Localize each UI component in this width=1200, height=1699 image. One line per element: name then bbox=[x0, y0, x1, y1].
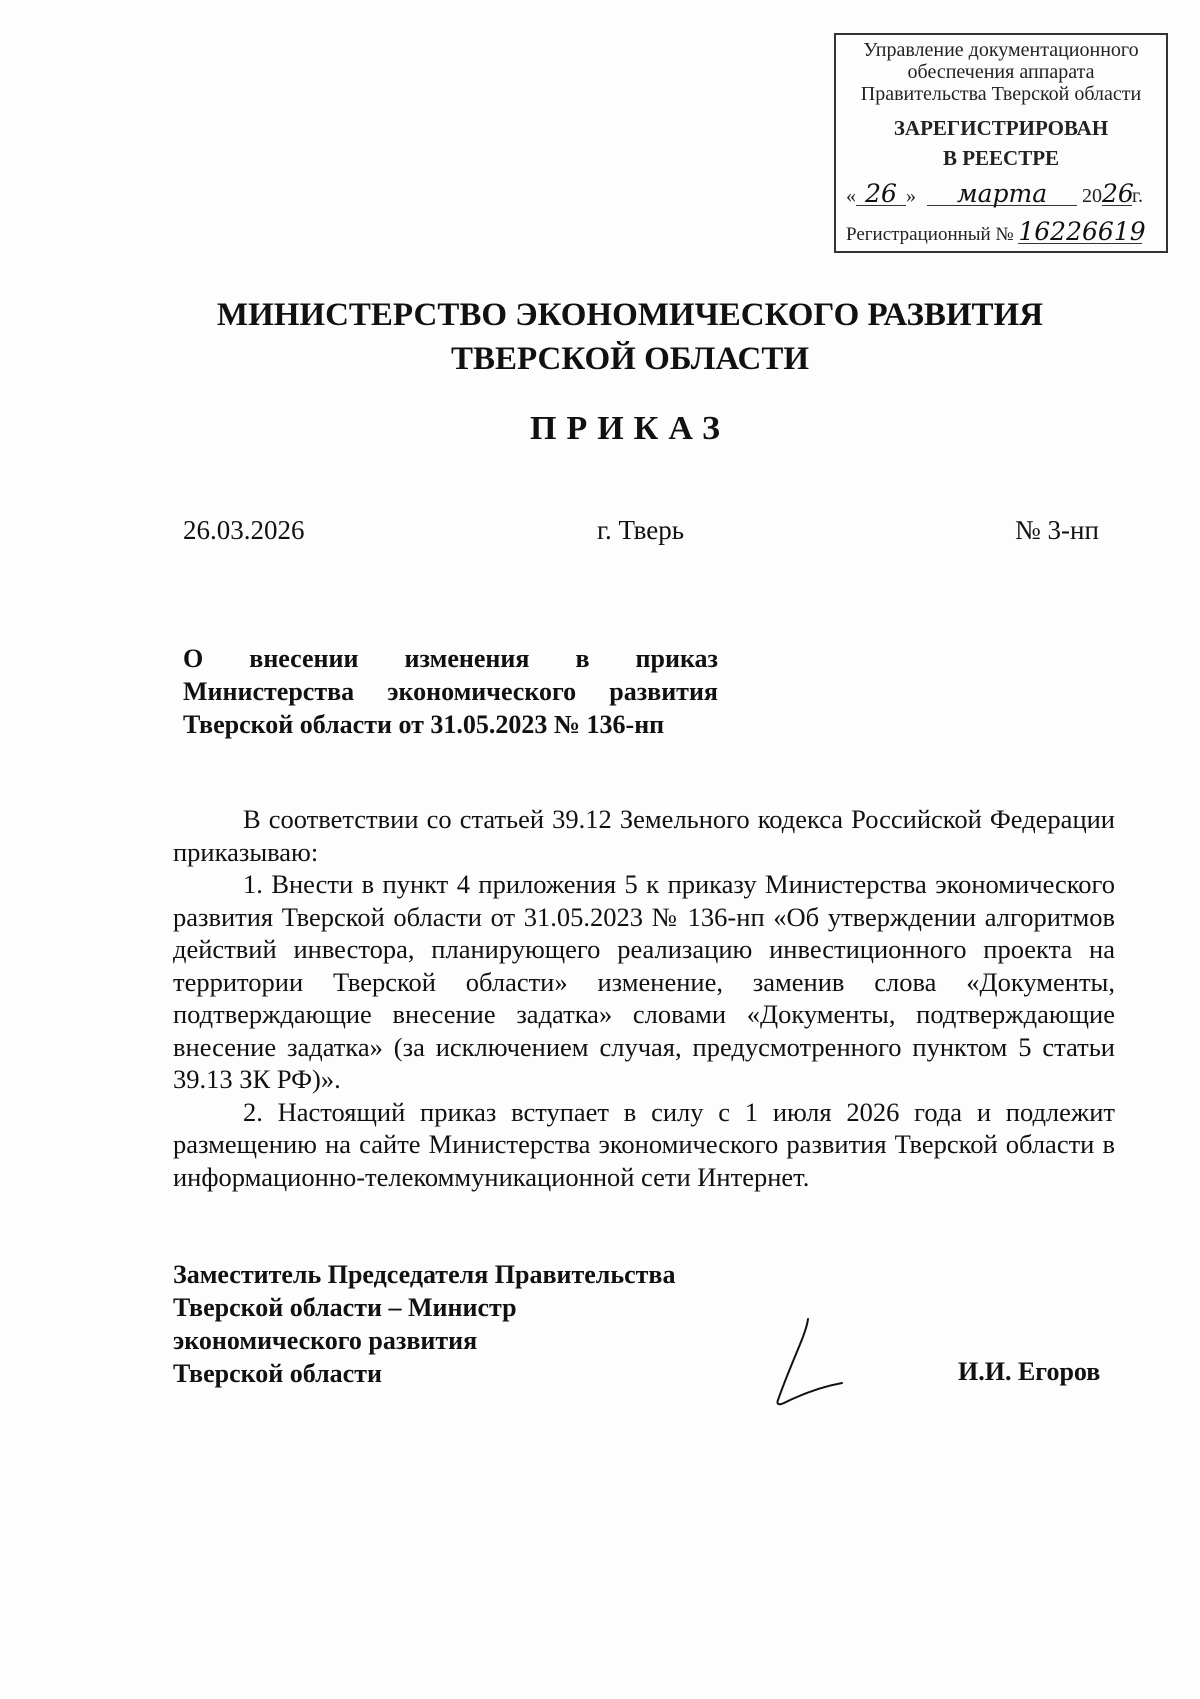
signer-title-line: Заместитель Председателя Правительства bbox=[173, 1260, 676, 1289]
stamp-reg-label: Регистрационный № bbox=[846, 224, 1014, 245]
ministry-name-line: ТВЕРСКОЙ ОБЛАСТИ bbox=[450, 341, 810, 377]
body-item-1: 1. Внести в пункт 4 приложения 5 к приказу Министерства экономического развития Тверской области от 31.05.2023 № 136-нп «Об утверждении алгоритмов действий инвестора, планирующего реализацию инвестиционного проекта на территории Тверской области» изменение, заменив слова «Документы, подтверждающие внесение задатка» словами «Документы, подтверждающие внесение задатка» (за исключением случая, предусмотренного пунктом 5 статьи 39.13 ЗК РФ)». bbox=[173, 869, 1115, 1094]
document-number: № 3-нп bbox=[1015, 515, 1099, 545]
document-date: 26.03.2026 bbox=[183, 515, 305, 545]
signer-title-line: Тверской области – Министр bbox=[173, 1293, 517, 1322]
document-subject bbox=[183, 642, 718, 741]
handwritten-signature-icon bbox=[770, 1315, 850, 1410]
signer-title-line: экономического развития bbox=[173, 1326, 478, 1355]
signer-title bbox=[173, 1258, 675, 1390]
stamp-date-line bbox=[846, 179, 1158, 208]
signer-title-line: Тверской области bbox=[173, 1359, 382, 1388]
subject-line: О внесении изменения в приказ bbox=[183, 644, 718, 673]
stamp-number-line bbox=[846, 217, 1158, 246]
stamp-registered bbox=[836, 113, 1166, 173]
stamp-date-day: 26 bbox=[856, 183, 906, 206]
stamp-date-month: марта bbox=[927, 183, 1077, 206]
signer-name: И.И. Егоров bbox=[958, 1357, 1101, 1386]
document-type-title: ПРИКАЗ bbox=[530, 410, 730, 447]
document-body bbox=[173, 803, 1115, 1193]
stamp-dept-line: Правительства Тверской области bbox=[860, 83, 1142, 105]
stamp-date-quote: » bbox=[906, 185, 916, 207]
stamp-date-year: 26 bbox=[1102, 179, 1134, 208]
stamp-date-suffix: г. bbox=[1132, 185, 1143, 207]
subject-line: Тверской области от 31.05.2023 № 136-нп bbox=[183, 710, 665, 739]
stamp-dept-line: обеспечения аппарата bbox=[907, 61, 1095, 83]
stamp-registered-line: ЗАРЕГИСТРИРОВАН bbox=[893, 116, 1109, 140]
stamp-reg-number: 16226619 bbox=[1018, 217, 1146, 246]
stamp-date-quote: « bbox=[846, 185, 856, 207]
stamp-dept-line: Управление документационного bbox=[863, 39, 1139, 61]
subject-line: Министерства экономического развития bbox=[183, 677, 718, 706]
body-item-2: 2. Настоящий приказ вступает в силу с 1 июля 2026 года и подлежит размещению на сайте Министерства экономического развития Тверской области в информационно-телекоммуникационной сети Интернет. bbox=[173, 1096, 1115, 1192]
stamp-registered-line: В РЕЕСТРЕ bbox=[942, 146, 1060, 170]
stamp-date-century: 20 bbox=[1082, 185, 1102, 207]
body-paragraph: В соответствии со статьей 39.12 Земельного кодекса Российской Федерации приказываю: bbox=[173, 804, 1115, 867]
stamp-department bbox=[836, 39, 1166, 105]
ministry-name-line: МИНИСТЕРСТВО ЭКОНОМИЧЕСКОГО РАЗВИТИЯ bbox=[216, 297, 1044, 333]
ministry-header bbox=[130, 293, 1130, 381]
document-city: г. Тверь bbox=[597, 515, 685, 545]
registration-stamp bbox=[834, 33, 1168, 253]
